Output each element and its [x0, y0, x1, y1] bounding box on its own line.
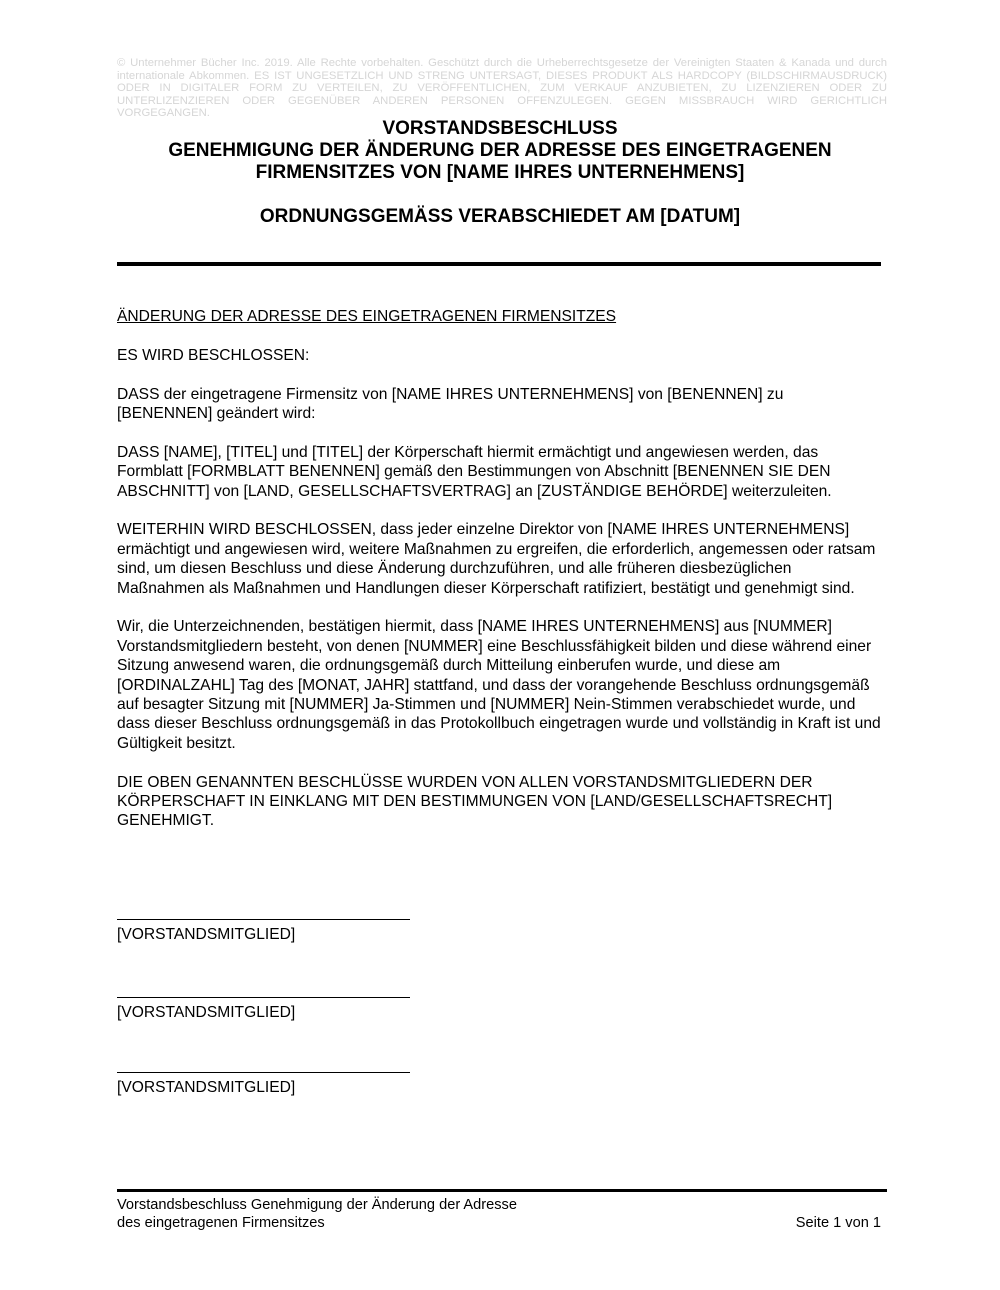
signature-block	[117, 997, 417, 1022]
footer-title-line-1: Vorstandsbeschluss Genehmigung der Änderung der Adresse	[117, 1197, 517, 1213]
signature-line	[117, 1072, 410, 1073]
paragraph-5: DIE OBEN GENANNTEN BESCHLÜSSE WURDEN VON ALLEN VORSTANDSMITGLIEDERN DER KÖRPERSCHAFT IN EINKLANG MIT DEN BESTIMMUNGEN VON [LAND/GESELLSCHAFTSRECHT] GENEHMIGT.	[117, 773, 833, 830]
footer-title-line-2: des eingetragenen Firmensitzes	[117, 1215, 325, 1231]
copyright-watermark: © Unternehmer Bücher Inc. 2019. Alle Rechte vorbehalten. Geschützt durch die Urheberrechtsgesetze der Vereinigten Staaten & Kanada und durch internationale Abkommen. ES IST UNGESETZLICH UND STRENG UNTERSAGT, DIESES PRODUKT ALS HARDCOPY (BILDSCHIRMAUSDRUCK) ODER IN DIGITALER FORM ZU VERTEILEN, ZU VERÖFFENTLICHEN, ZUM VERKAUF ANZUBIETEN, ZU LIZENZIEREN ODER ZU UNTERLIZENZIEREN ODER GEGENÜBER ANDEREN PERSONEN OFFENZULEGEN. GEGEN MISSBRAUCH WIRD GERICHTLICH VORGEGANGEN.	[117, 57, 887, 120]
signature-label: [VORSTANDSMITGLIED]	[117, 926, 296, 943]
signature-block	[117, 1072, 417, 1097]
footer-title	[117, 1196, 617, 1232]
title-line-1: VORSTANDSBESCHLUSS	[382, 118, 618, 139]
title-date-line: ORDNUNGSGEMÄSS VERABSCHIEDET AM [DATUM]	[259, 206, 741, 227]
title-divider	[117, 262, 881, 266]
signature-label: [VORSTANDSMITGLIED]	[117, 1004, 296, 1021]
resolved-statement: ES WIRD BESCHLOSSEN:	[117, 346, 310, 364]
page-number: Seite 1 von 1	[795, 1215, 881, 1231]
signature-block	[117, 919, 417, 944]
signature-line	[117, 997, 410, 998]
title-line-2: GENEHMIGUNG DER ÄNDERUNG DER ADRESSE DES EINGETRAGENEN	[168, 140, 832, 161]
paragraph-1: DASS der eingetragene Firmensitz von [NAME IHRES UNTERNEHMENS] von [BENENNEN] zu [BENENNEN] geändert wird:	[117, 385, 784, 422]
paragraph-2: DASS [NAME], [TITEL] und [TITEL] der Körperschaft hiermit ermächtigt und angewiesen werden, das Formblatt [FORMBLATT BENENNEN] gemäß den Bestimmungen von Abschnitt [BENENNEN SIE DEN ABSCHNITT] von [LAND, GESELLSCHAFTSVERTRAG] an [ZUSTÄNDIGE BEHÖRDE] weiterzuleiten.	[117, 443, 832, 500]
signature-label: [VORSTANDSMITGLIED]	[117, 1079, 296, 1096]
document-title	[117, 118, 883, 228]
paragraph-3: WEITERHIN WIRD BESCHLOSSEN, dass jeder einzelne Direktor von [NAME IHRES UNTERNEHMENS] ermächtigt und angewiesen wird, weitere Maßnahmen zu ergreifen, die erforderlich, angemessen oder ratsam sind, um diesen Beschluss und diese Änderung durchzuführen, und alle früheren diesbezüglichen Maßnahmen als Maßnahmen und Handlungen dieser Körperschaft ratifiziert, bestätigt und genehmigt sind.	[117, 521, 876, 597]
section-heading: ÄNDERUNG DER ADRESSE DES EINGETRAGENEN FIRMENSITZES	[117, 308, 617, 325]
signature-line	[117, 919, 410, 920]
paragraph-4: Wir, die Unterzeichnenden, bestätigen hiermit, dass [NAME IHRES UNTERNEHMENS] aus [NUMMER] Vorstandsmitgliedern besteht, von denen [NUMMER] eine Beschlussfähigkeit bilden und diese während einer Sitzung anwesend waren, die ordnungsgemäß durch Mitteilung einberufen wurde, und diese am [ORDINALZAHL] Tag des [MONAT, JAHR] stattfand, und dass der vorangehende Beschluss ordnungsgemäß auf besagter Sitzung mit [NUMMER] Ja-Stimmen und [NUMMER] Nein-Stimmen verabschiedet wurde, und dass dieser Beschluss ordnungsgemäß in das Protokollbuch eingetragen wurde und vollständig in Kraft ist und Gültigkeit besitzt.	[117, 618, 881, 752]
title-line-3: FIRMENSITZES VON [NAME IHRES UNTERNEHMENS]	[255, 162, 745, 183]
document-body	[117, 307, 883, 850]
footer-divider	[117, 1189, 887, 1192]
